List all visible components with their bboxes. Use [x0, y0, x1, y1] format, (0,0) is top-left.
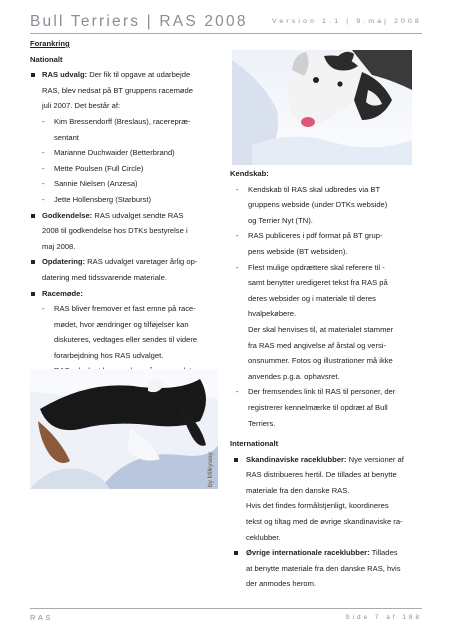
- dog-photo-top: [232, 50, 412, 165]
- member-item: - Mette Poulsen (Full Circle): [42, 163, 144, 173]
- header-version: Version 1.1 | 9.maj 2008: [272, 18, 422, 25]
- skand-paragraph: Hvis det findes formålstjenligt, koordineres tekst og tiltag med de øvrige skandinaviske ra- ceklubber.: [246, 501, 403, 542]
- member-item: - Kim Bressendorff (Breslaus), racerepræ- sentant: [42, 116, 191, 142]
- subsection-title: Nationalt: [30, 54, 63, 64]
- bullet-godkendelse: Godkendelse: RAS udvalget sendte RAS 2008 til godkendelse hos DTKs bestyrelse i maj 2008.: [30, 208, 220, 255]
- bullet-ovrige: Øvrige internationale raceklubber: Tillades at benytte materiale fra den danske RAS, hvis der anmodes herom.: [230, 545, 416, 592]
- bullet-square-icon: [31, 73, 35, 77]
- bullet-text: RAS, blev nedsat på BT gruppens racemøde: [42, 85, 193, 95]
- kendskab-title: Kendskab:: [230, 169, 269, 178]
- photo-credit: by Milkyway: [207, 451, 214, 487]
- section-title: Forankring: [30, 39, 70, 48]
- dog-in-snow-image: [30, 369, 218, 489]
- header-title: Bull Terriers | RAS 2008: [30, 13, 248, 30]
- bullet-skandinaviske: Skandinaviske raceklubber: Nye versioner af RAS distribueres hertil. De tillades at benytte materiale fra den danske RAS.: [230, 452, 416, 499]
- bullet-text: juli 2007. Det består af:: [42, 101, 121, 111]
- kendskab-item: - Kendskab til RAS skal udbredes via BT gruppens webside (under DTKs webside) og Terrier Nyt (TN).: [236, 184, 388, 225]
- kendskab-item: - RAS publiceres i pdf format på BT grup- pens webside (BT websiden).: [236, 231, 383, 256]
- bullet-racemode: Racemøde:: [30, 286, 220, 302]
- kendskab-paragraph: Der skal henvises til, at materialet stammer fra RAS med angivelse af årstal og versi- onsnummer. Fotos og illustrationer må ikke anvendes p.g.a. ophavsret.: [248, 324, 394, 381]
- footer-rule: [30, 608, 422, 609]
- footer-label: RAS: [30, 613, 53, 622]
- page-number: Side 7 af 188: [345, 614, 422, 621]
- bullet-opdatering: Opdatering: RAS udvalget varetager årlig op- datering med tidssvarende materiale.: [30, 254, 220, 285]
- racemode-item: - RAS bliver fremover et fast emne på race- mødet, hvor ændringer og tilføjelser kan diskuteres, vedtages eller sendes til videre forarbejdning hos RAS udvalget.: [42, 304, 198, 360]
- dog-in-snow-image: [232, 50, 412, 165]
- member-item: - Jette Hollensberg (Starburst): [42, 194, 152, 204]
- kendskab-item: - Flest mulige opdrættere skal referere til - samt benytter uredigeret tekst fra RAS på deres websider og i materiale til deres hvalpekøbere.: [236, 262, 388, 319]
- international-title: Internationalt: [230, 439, 279, 449]
- kendskab-item: - Der fremsendes link til RAS til personer, der registrerer kennelmærke til opdræt af Bull Terriers.: [236, 387, 396, 428]
- bullet-square-icon: [234, 551, 238, 555]
- dog-photo-bottom: [30, 369, 218, 489]
- bullet-square-icon: [31, 260, 35, 264]
- right-column: [230, 166, 416, 592]
- bullet-ras-udvalg: [30, 67, 220, 114]
- bullet-square-icon: [234, 458, 238, 462]
- member-item: - Marianne Duchwaider (Betterbrand): [42, 148, 175, 158]
- bullet-square-icon: [31, 292, 35, 296]
- bullet-label: RAS udvalg:: [42, 70, 88, 80]
- bullet-text: Der fik til opgave at udarbejde: [89, 70, 191, 80]
- header-rule: [30, 33, 422, 34]
- left-column: [30, 36, 220, 426]
- bullet-square-icon: [31, 214, 35, 218]
- member-item: - Sannie Nielsen (Anzesa): [42, 179, 138, 189]
